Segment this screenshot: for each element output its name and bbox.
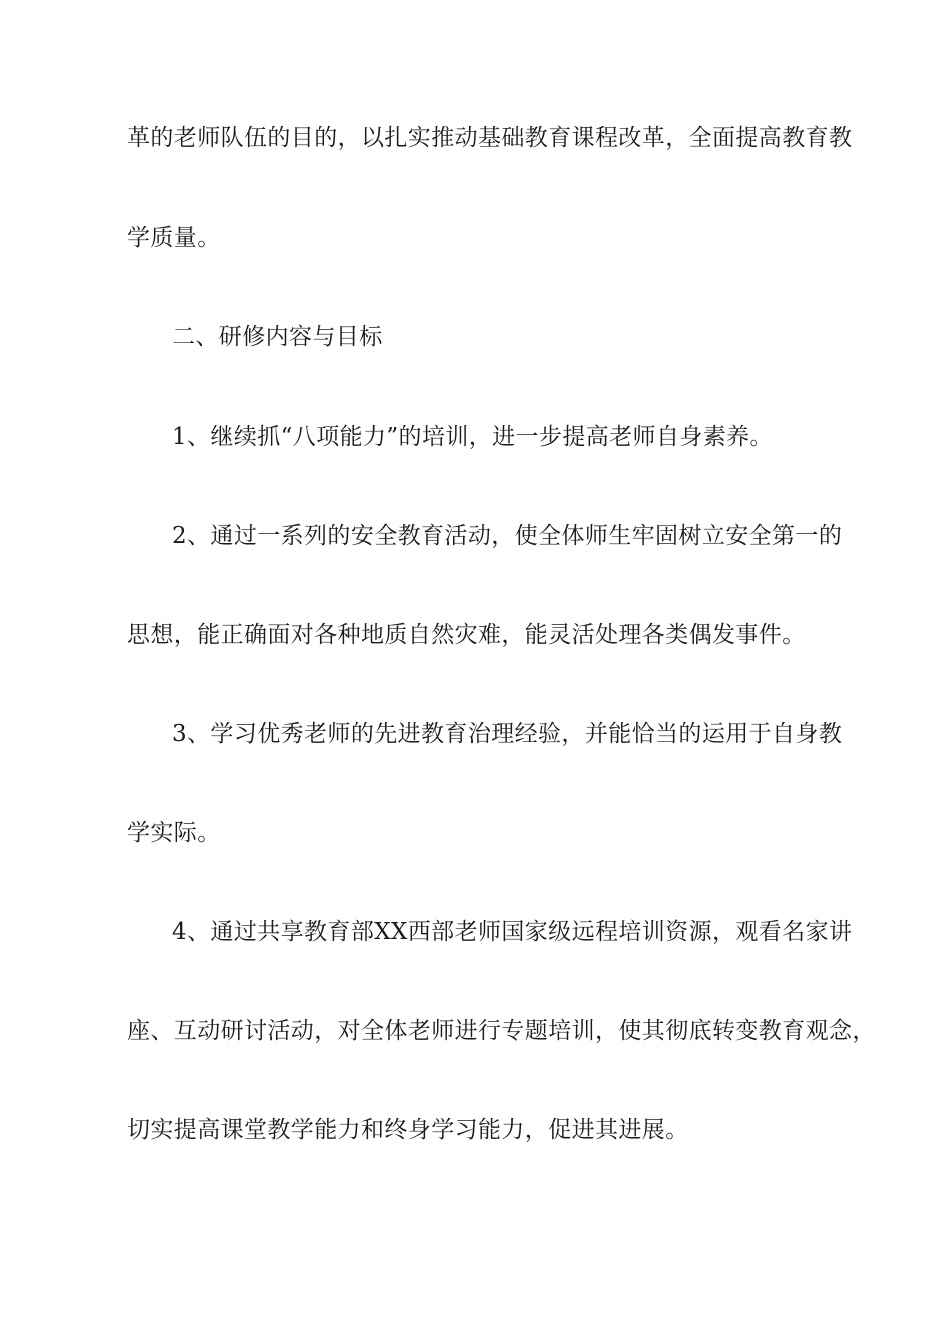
list-item-4: 4、通过共享教育部XX西部老师国家级远程培训资源，观看名家讲 (172, 919, 853, 945)
list-item-2-continuation: 思想，能正确面对各种地质自然灾难，能灵活处理各类偶发事件。 (127, 622, 806, 648)
paragraph-line: 革的老师队伍的目的，以扎实推动基础教育课程改革，全面提高教育教 (127, 125, 853, 151)
list-item-3-continuation: 学实际。 (127, 820, 221, 846)
list-item-4-continuation: 座、互动研讨活动，对全体老师进行专题培训，使其彻底转变教育观念， (127, 1018, 876, 1044)
list-item-3: 3、学习优秀老师的先进教育治理经验，并能恰当的运用于自身教 (172, 721, 843, 747)
list-item-4-continuation: 切实提高课堂教学能力和终身学习能力，促进其进展。 (127, 1117, 689, 1143)
list-item-1: 1、继续抓“八项能力”的培训，进一步提高老师自身素养。 (172, 424, 773, 450)
paragraph-line: 学质量。 (127, 225, 221, 251)
section-heading: 二、研修内容与目标 (172, 324, 383, 350)
list-item-2: 2、通过一系列的安全教育活动，使全体师生牢固树立安全第一的 (172, 523, 843, 549)
